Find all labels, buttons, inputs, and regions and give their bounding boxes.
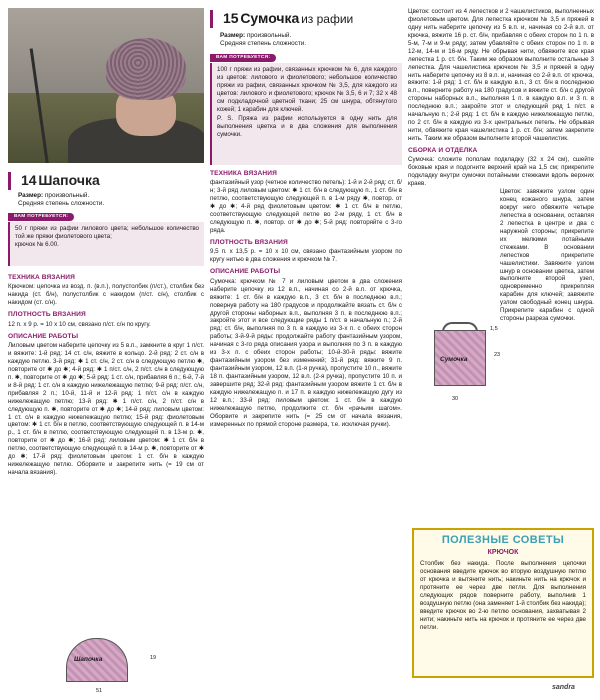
project-14-materials: 50 г пряжи из рафии лилового цвета; небольшое количество той же пряжи фиолетового цвета; крючок № 6.00. <box>8 222 204 266</box>
tips-subtitle: КРЮЧОК <box>487 549 519 557</box>
project-15-need: ВАМ ПОТРЕБУЕТСЯ: <box>210 53 402 62</box>
project-14-need: ВАМ ПОТРЕБУЕТСЯ: <box>8 212 204 221</box>
brand-logo: sandra <box>552 684 575 691</box>
project-15-meta: Размер: произвольный. Средняя степень сложности. <box>220 32 307 48</box>
bag-handle-dim: 1,5 <box>490 326 498 332</box>
bag-width-dim: 30 <box>452 396 459 402</box>
bag-height-dim: 23 <box>494 352 501 358</box>
hat-height-dim: 19 <box>150 655 157 661</box>
project-15-materials: 100 г пряжи из рафии, связанных крючком № 6, для каждого из цветов: лилового и фиолетового; небольшое количество пряжи из рафии, связанных крючком № 3,5, для каждого из цветов: лилового и фиолетового; крючок № 3,5, 6 и 7; 32 х 48 см подкладочной цветной ткани; 25 см шнура, обтянутого кожей; 1 карабин для ключей. P. S. Пряжа из рафии используется в одну нить для выполнения цветка и в два сложения для выполнения сумочки. <box>210 63 402 165</box>
tips-box <box>412 528 594 678</box>
project-14-title: 14 Шапочка <box>8 172 204 190</box>
hat-photo <box>8 8 204 163</box>
project-15-title: 15 Сумочка из рафии <box>210 10 402 28</box>
project-15-continued: Цветок: состоит из 4 лепестков и 2 чашелистиков, выполненных фиолетовым цветом. Для лепестка крючком № 3,5 и пряжей в одну нить наберите цепочку из 5 в.п. и, начиная со 2-й в.п. от крючка, вяжите 16 р. ст. б/н, прибавляя с обеих сторон по 1 п. в 5-м, 7-м и 9-м ряду; затем убавляйте с обеих сторон по 1 п. в 12-м, 14-м и 16-м ряду. Не обрывая нити, обвяжите все края лепестка 1 р. ст. б/н. Таким же образом выполните остальные 3 лепестка. Для чашелистика крючком № 3,5 и пряжей в одну нить наберите цепочку из 8 в.п. и, начиная со 2-й в.п. от крючка, вяжите: 1-й ряд: 1 ст. б/н в каждую в.п., 3 ст. б/н в последнюю в.п., поверните работу на 180 градусов и вяжите ст. б/н с другой стороны наборных в.п., выполняя 1 п. в каждую в.п. и 3 п. в последнюю в.п.; закройте этот и следующий ряд 1 п/ст. в начальную п.; 2-й ряд: 1 ст. б/н в каждую нижележащую петлю, по 2 ст. б/н в каждую из 3-х центральных петель. Не обрывая нити, обвяжите края чашелистика 1 р. ст. б/н; затем закрепите нить. Таким же образом выполните второй чашелистик. СБОРКА И ОТДЕЛКА Сумочка: сложите пополам подкладку (32 х 24 см), сшейте боковые края и подогните верхний край на 1,5 см; прикрепите подкладку внутри сумочки потайными стежками вдоль верхних краев. Цветок: завяжите узлом один конец кожаного шнура, затем вокруг него обвяжите четыре лепестка в основании, оставляя 2 лепестка в центре и два с наружной стороны; прикрепите их мелкими потайными стежками. В основании лепестков прикрепите чашелистики. Завяжите узлом шнур в основании цветка, затем выполните второй узел, одновременно прикрепляя карабин для ключей; завяжите узлом свободный конец шнура. Прикрепите карабин с одной стороны разреза сумочки. <box>408 8 594 323</box>
bag-diagram: Сумочка <box>434 322 498 392</box>
tips-text: Столбик без накида. После выполнения цепочки основания введите крючок во вторую воздушную петлю от крючка и вытяните нить; накиньте нить на крючок и протяните ее через две петли. Для выполнения следующих рядов поверните работу, выполнив 1 воздушную петлю (она заменяет 1-й столбик без накида); введите крючок во 2-ю петлю основания, захватывая 2 нити; накиньте нить на крючок и протяните ее через две петли. <box>420 560 586 631</box>
project-14-body: ТЕХНИКА ВЯЗАНИЯ Крючком: цепочка из возд. п. (в.п.), полустолбик (п/ст.), столбик без накида (ст. б/н), полустолбик с накидом (п/ст. с/н), столбик с накидом (ст. с/н). ПЛОТНОСТЬ ВЯЗАНИЯ 12 п. х 9 р. = 10 х 10 см, связано п/ст. с/н по кругу. ОПИСАНИЕ РАБОТЫ Лиловым цветом наберите цепочку из 5 в.п., замкните в круг 1 п/ст. и вяжите: 1-й ряд: 14 ст. с/н, вяжите в кольцо. 2-й ряд: 2 ст. с/н в каждую петлю. 3-й ряд: ✱ 1 ст. с/н, 2 ст. с/н в следующую петлю ✱, повторите от ✱ до ✱; 4-й ряд: ✱ 1 п/ст. с/н, 2 п/ст. с/н в следующую п. ✱, повторите от ✱ до ✱; 5-й ряд: 1 ст. с/н, прибавляя 6 п.; 6-й, 7-й и 8-й ряд: 1 ст. с/н в каждую нижележащую петлю; 9-й ряд: п/ст. с/н, прибавляя 2 п.; 10-й, 11-й и 12-й ряд: 1 п/ст. с/н в каждую нижележащую петлю; 13-й ряд: ✱ 1 п/ст. с/н, 2 п/ст. с/н в следующую п. ✱, повторите от ✱ до ✱; 14-й ряд: лиловым цветом: 1 ст. с/н в каждую нижележащую петлю; 15-й ряд: фиолетовым цветом: ✱ 1 ст. б/н в петлю, соответствующую следующей п. в 14-м р., 1 ст. б/н в петлю, соответствующую следующей п. в 13-м р. ✱, повторите от ✱ до ✱; 16-й ряд: лиловым цветом: ✱ 1 ст. б/н в петлю, соответствующую следующей п. в 14-м р. ✱, повторите от ✱ до ✱; 17-й ряд: фиолетовым цветом: 1 ст. б/н в каждую нижележащую петлю. Оборвите и закрепите нить (= 19 см от начала вязания). <box>8 274 204 477</box>
hat-width-dim: 51 <box>96 688 103 694</box>
hat-diagram: Шапочка <box>66 638 146 690</box>
tips-title: ПОЛЕЗНЫЕ СОВЕТЫ <box>441 534 565 546</box>
project-15-body: ТЕХНИКА ВЯЗАНИЯ фантазийный узор (четное количество петель): 1-й и 2-й ряд: ст. б/н; 3-й ряд лиловым цветом: ✱ 1 ст. б/н в следующую п., 1 ст. б/н в петлю, соответствующую следующей п. в 1-м ряду ✱, повтор. от ✱ до ✱; 4-й ряд фиолетовым цветом: ✱ 1 ст. б/н в петлю, соответствующую следующей петле во 2-м ряду, 1 ст. б/н в следующую п. ✱, повтор. от ✱ до ✱; 5-й ряд: повторяйте с 3-го ряда. ПЛОТНОСТЬ ВЯЗАНИЯ 9,5 п. х 13,5 р. = 10 х 10 см, связано фантазийным узором по кругу нитью в два сложения и крючком № 7. ОПИСАНИЕ РАБОТЫ Сумочка: крючком № 7 и лиловым цветом в два сложения наберите цепочку из 12 в.п., начиная со 2-й в.п. от крючка, вяжите: 1 ст. б/н в каждую в.п., 3 ст. б/н в последнюю в.п.; повернув работу на 180 градусов и продолжайте вязать ст. б/н с другой стороны наборных в.п., выполняя 3 п. в последнюю в.п.; закройте этот и все следующие ряды 1 п/ст. в начальную п.; 2-й ряд: ст. б/н, выполняя по 3 п. в каждую из 3-х п. с обеих сторон работы; 3-й-9-й ряды: продолжайте работу фантазийным узором, начиная с 3-го ряда описания узора и выполняя по 3 п. в каждую из 3-х п. с обеих сторон работы; 10-й-30-й ряды: вяжите фантазийным узором без изменений; 31-й ряд: вяжите 9 п. фантазийным узором, 12 в.п. (1-я ручка), пропустите 10 п., вяжите 18 п. фантазийным узором, 12 в.п. (2-я ручка), пропустите 10 п. и завершите ряд; 32-й ряд: фантазийным узором вяжите 1 ст. б/н в каждую нижележащую п. и 17 п. в каждую нижележащую дугу из 12 в.п.; 33-й ряд: лиловым цветом: 1 ст. б/н в каждую нижележащую петлю, продолжите ст. б/н «рачьим шагом». Оборвите и закрепите нить (= 25 см от начала вязания, измеренных по прямой стороне размера, т.е. исключая ручки). <box>210 170 402 428</box>
project-14-meta: Размер: произвольный. Средняя степень сложности. <box>18 192 105 208</box>
